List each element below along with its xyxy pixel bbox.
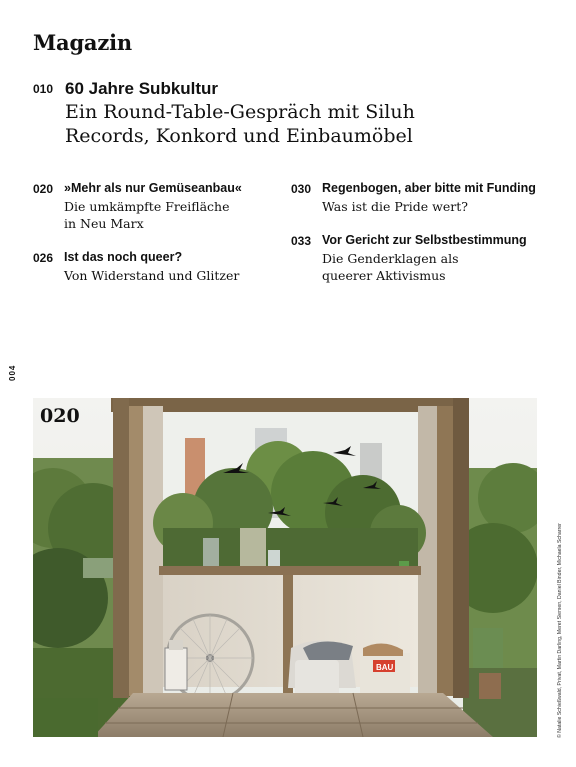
photo-page-number: 020 xyxy=(40,405,80,427)
toc-subline-2: queerer Aktivismus xyxy=(322,268,446,283)
toc-headline: »Mehr als nur Gemüseanbau« xyxy=(64,181,242,195)
feature-subline-2: Records, Konkord und Einbaumöbel xyxy=(65,125,413,147)
toc-subline xyxy=(64,198,284,232)
toc-subline-1: Was ist die Pride wert? xyxy=(322,199,468,214)
toc-page-number: 026 xyxy=(33,251,54,265)
toc-subline-1: Die Genderklagen als xyxy=(322,251,459,266)
toc-subline xyxy=(322,198,542,215)
toc-headline: Vor Gericht zur Selbstbestimmung xyxy=(322,233,527,247)
toc-subline-1: Von Widerstand und Glitzer xyxy=(64,268,240,283)
feature-subline-1: Ein Round-Table-Gespräch mit Siluh xyxy=(65,101,415,123)
toc-page-number: 020 xyxy=(33,182,54,196)
toc-subline xyxy=(64,267,284,284)
toc-headline: Ist das noch queer? xyxy=(64,250,183,264)
toc-page-number: 030 xyxy=(291,182,312,196)
photo-credit: © Natalie Schießwald, Privat, Martin Darling, Meret Siemen, Daniel Binder, Michaela Scharrer xyxy=(557,523,563,738)
garden-photo[interactable] xyxy=(33,398,537,737)
toc-page-number: 033 xyxy=(291,234,312,248)
bag-label: BAU xyxy=(376,663,394,672)
toc-subline-1: Die umkämpfte Freifläche xyxy=(64,199,230,214)
section-title: Magazin xyxy=(33,30,132,55)
garden-shed-illustration xyxy=(33,398,537,737)
toc-subline-2: in Neu Marx xyxy=(64,216,144,231)
page-folio: 004 xyxy=(8,364,17,381)
feature-headline: 60 Jahre Subkultur xyxy=(65,79,219,98)
toc-headline: Regenbogen, aber bitte mit Funding xyxy=(322,181,536,195)
feature-page-number: 010 xyxy=(33,82,54,96)
feature-subline xyxy=(65,100,485,148)
toc-subline xyxy=(322,250,542,284)
